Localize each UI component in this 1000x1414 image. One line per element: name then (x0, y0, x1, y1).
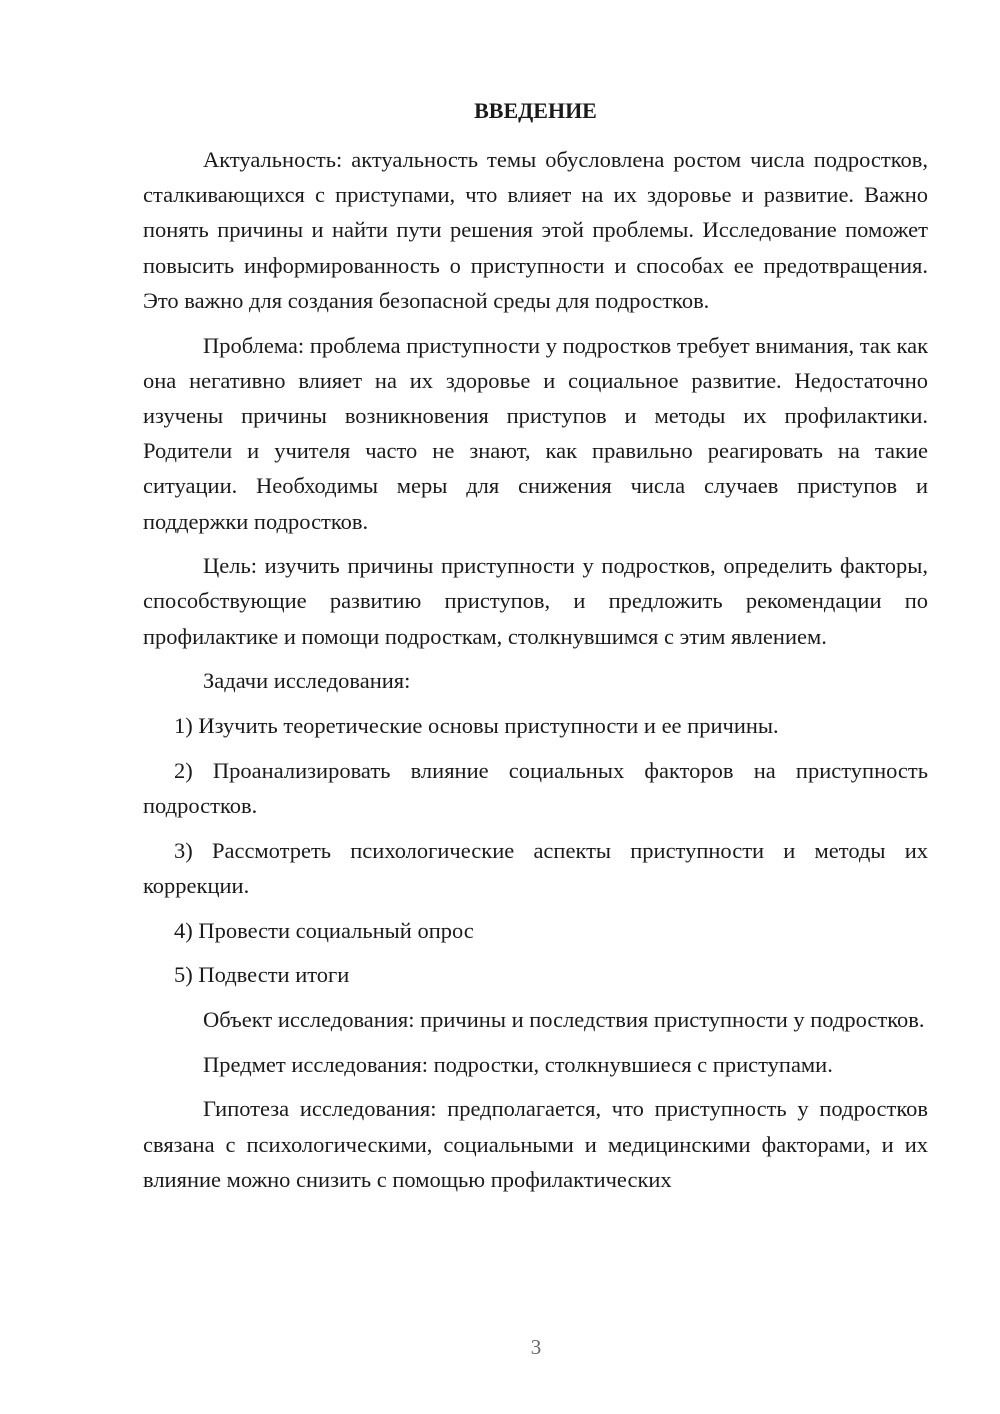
paragraph-subject: Предмет исследования: подростки, столкнувшиеся с приступами. (203, 1051, 833, 1077)
list-item-task-2: 2) Проанализировать влияние социальных факторов на приступность подростков. (143, 757, 928, 818)
paragraph-relevance: Актуальность: актуальность темы обусловлена ростом числа подростков, сталкивающихся с приступами, что влияет на их здоровье и развитие. Важно понять причины и найти пути решения этой проблемы. Исследование поможет повысить информированность о приступности и способах ее предотвращения. Это важно для создания безопасной среды для подростков. (143, 147, 928, 313)
paragraph-goal: Цель: изучить причины приступности у подростков, определить факторы, способствующие развитию приступов, и предложить рекомендации по профилактике и помощи подросткам, столкнувшимся с этим явлением. (143, 553, 928, 649)
list-item-task-4: 4) Провести социальный опрос (174, 917, 474, 943)
paragraph-hypothesis: Гипотеза исследования: предполагается, что приступность у подростков связана с психологическими, социальными и медицинскими факторами, и их влияние можно снизить с помощью профилактических (143, 1096, 928, 1192)
paragraph-object: Объект исследования: причины и последствия приступности у подростков. (203, 1006, 925, 1032)
list-item-task-5: 5) Подвести итоги (174, 962, 350, 988)
paragraph-problem: Проблема: проблема приступности у подростков требует внимания, так как она негативно влияет на их здоровье и социальное развитие. Недостаточно изучены причины возникновения приступов и методы их профилактики. Родители и учителя часто не знают, как правильно реагировать на такие ситуации. Необходимы меры для снижения числа случаев приступов и поддержки подростков. (143, 332, 928, 534)
page-number: 3 (530, 1335, 542, 1359)
paragraph-tasks-intro: Задачи исследования: (203, 668, 411, 694)
list-item-task-1: 1) Изучить теоретические основы приступности и ее причины. (174, 713, 779, 739)
document-body (143, 142, 928, 1197)
list-item-task-3: 3) Рассмотреть психологические аспекты приступности и методы их коррекции. (143, 837, 928, 898)
section-heading: ВВЕДЕНИЕ (474, 98, 597, 123)
